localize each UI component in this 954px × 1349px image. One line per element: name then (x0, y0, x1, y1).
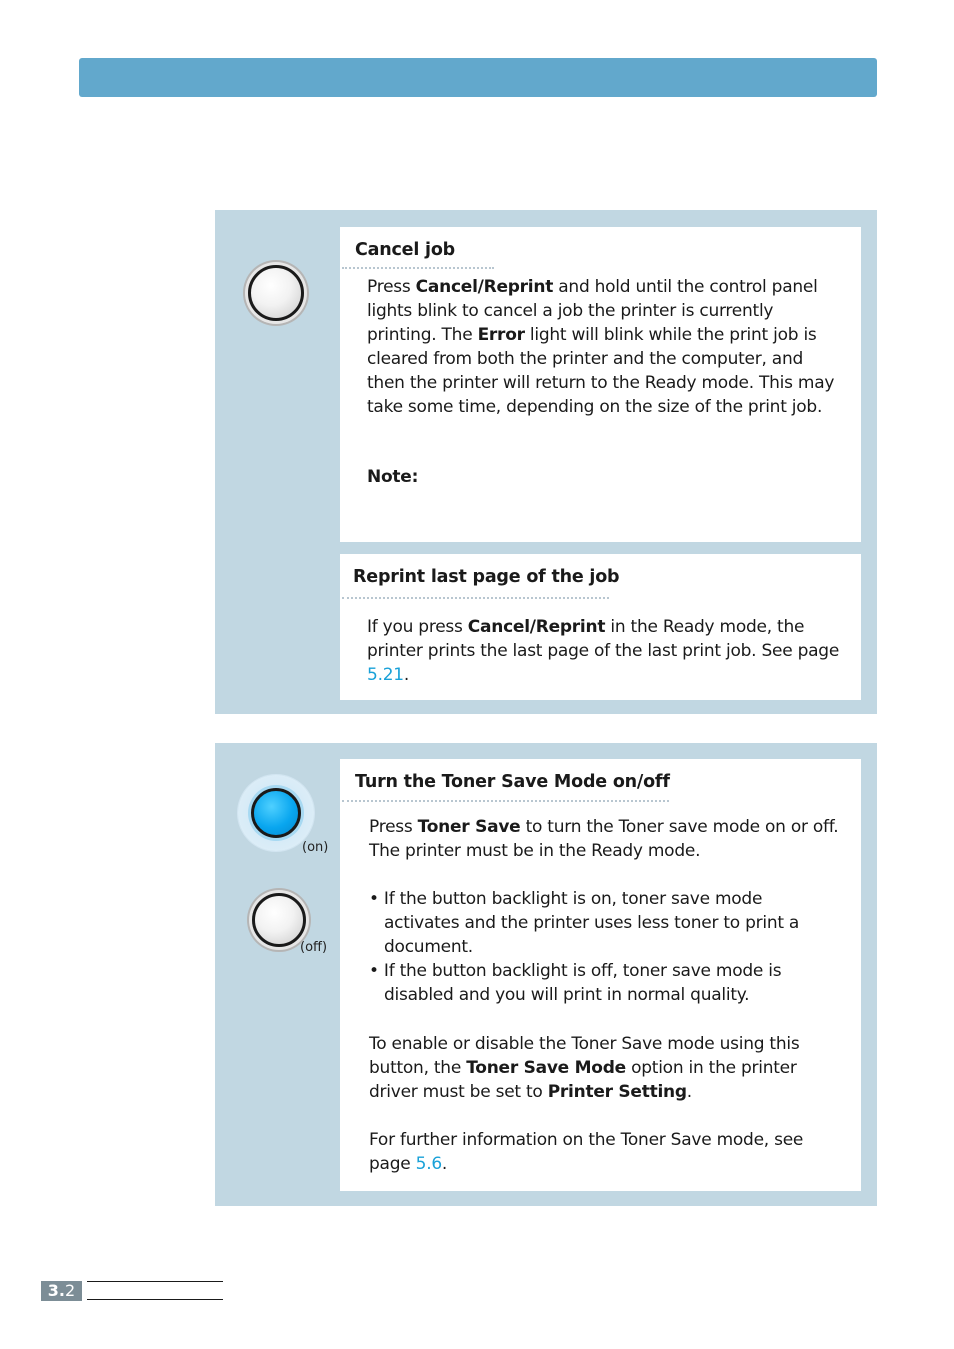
toner-save-text-1: Press Toner Save to turn the Toner save mode on or off. The printer must be in the Ready mode. (369, 817, 839, 861)
toner-save-on-button-icon (251, 788, 301, 838)
footer-rule (87, 1281, 223, 1282)
toner-save-title: Turn the Toner Save Mode on/off (355, 772, 670, 792)
title-underline (342, 597, 609, 599)
toner-save-off-button-icon (252, 893, 306, 947)
reprint-title: Reprint last page of the job (353, 567, 620, 587)
toner-save-text-2: To enable or disable the Toner Save mode using this button, the Toner Save Mode option in the printer driver must be set to Printer Setting. (369, 1034, 800, 1102)
cancel-job-text: Press Cancel/Reprint and hold until the control panel lights blink to cancel a job the printer is currently printing. The Error light will blink while the print job is cleared from both the printer and the computer, and then the printer will return to the Ready mode. This may take some time, depending on the size of the print job. (367, 277, 835, 417)
cancel-reprint-button-icon (248, 265, 304, 321)
footer-rule (87, 1299, 223, 1300)
page-link[interactable]: 5.6 (415, 1154, 442, 1174)
page-link[interactable]: 5.21 (367, 665, 404, 685)
note-label: Note: (367, 467, 419, 487)
on-label: (on) (302, 840, 329, 855)
title-underline (342, 267, 494, 269)
page-number: 3.2 (41, 1281, 82, 1301)
cancel-job-card (340, 227, 861, 542)
title-underline (342, 800, 669, 802)
cancel-job-title: Cancel job (355, 240, 455, 260)
reprint-card (340, 554, 861, 700)
toner-save-text-3: For further information on the Toner Save mode, see page 5.6. (369, 1130, 804, 1174)
bullet-item: • If the button backlight is on, toner save mode activates and the printer uses less toner to print a document. (369, 889, 800, 957)
toner-save-panel (215, 743, 877, 1206)
reprint-text: If you press Cancel/Reprint in the Ready mode, the printer prints the last page of the last print job. See page 5.21. (367, 617, 840, 685)
bullet-item: • If the button backlight is off, toner save mode is disabled and you will print in normal quality. (369, 961, 782, 1005)
toner-save-card (340, 759, 861, 1191)
off-label: (off) (300, 940, 328, 955)
header-bar (79, 58, 877, 97)
cancel-reprint-panel (215, 210, 877, 714)
